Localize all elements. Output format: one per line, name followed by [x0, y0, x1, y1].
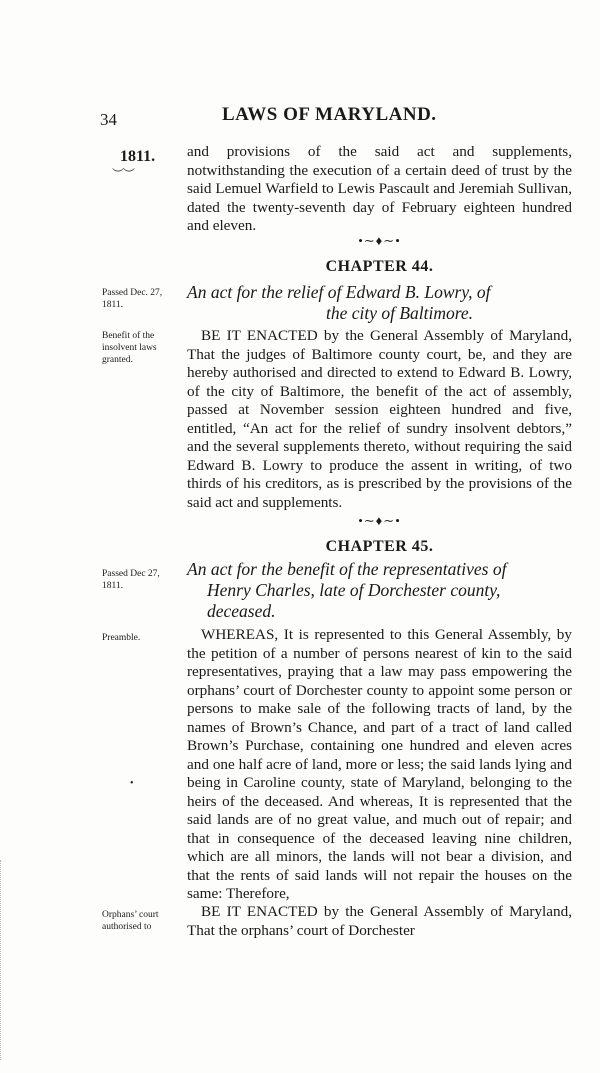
- chapter-45-title-line-1: An act for the benefit of the representatives of: [187, 559, 507, 579]
- chapter-45-passed-note: [102, 568, 182, 592]
- chapter-44-title-line-1: An act for the relief of Edward B. Lowry, of: [187, 282, 491, 302]
- chapter-45-title-line-2: Henry Charles, late of Dorchester county,: [207, 580, 501, 600]
- chapter-44-body: [187, 327, 572, 512]
- chapter-45-enactment: [187, 903, 572, 940]
- opening-text: and provisions of the said act and supplements, notwithstanding the execution of a certain deed of trust by the said Lemuel Warfield to Lewis Pascault and Jeremiah Sullivan, dated the twenty-seventh day of February eighteen hundred and eleven.: [187, 143, 572, 234]
- chapter-45-orphans-note: [102, 909, 182, 933]
- chapter-45-preamble-text: WHEREAS, It is represented to this General Assembly, by the petition of a number of persons nearest of kin to the said representatives, praying that a law may pass empowering the orphans’ court of Dorchester county to appoint some person or persons to make sale of the following tracts of land, by the names of Brown’s Chance, and part of a tract of land called Brown’s Purchase, containing one hundred and eleven acres and one half acre of land, more or less; the said lands lying and being in Caroline county, state of Maryland, belonging to the heirs of the deceased. And whereas, It is represented that the said lands are of no great value, and much out of repair; and that in consequence of the deceased leaving nine children, which are all minors, the lands will not bear a division, and that the rents of said lands will not repair the houses on the same: Therefore,: [187, 626, 572, 902]
- chapter-45-title-line-3: deceased.: [207, 601, 276, 621]
- section-ornament: •∼♦∼•: [358, 233, 401, 248]
- margin-note-line: Orphans’ court: [102, 910, 159, 920]
- chapter-44-title-line-2: the city of Baltimore.: [325, 303, 474, 323]
- passed-date: Passed Dec. 27,: [102, 288, 163, 298]
- stray-mark: •: [130, 778, 134, 789]
- running-title: LAWS OF MARYLAND.: [222, 104, 437, 125]
- year-brace: ︶︶: [112, 167, 135, 181]
- chapter-44-heading: CHAPTER 44.: [325, 258, 434, 275]
- chapter-44-text: BE IT ENACTED by the General Assembly of Maryland, That the judges of Baltimore county court, be, and they are hereby authorised and directed to extend to Edward B. Lowry, of the city of Baltimore, the benefit of the act of assembly, passed at November session eighteen hundred and five, entitled, “An act for the relief of sundry insolvent debtors,” and the several supplements thereto, without requiring the said Edward B. Lowry to produce the assent in writing, of two thirds of his creditors, as is prescribed by the provisions of the said act and supplements.: [187, 327, 572, 511]
- chapter-44-passed-note: [102, 287, 182, 311]
- preamble-label: Preamble.: [102, 633, 141, 643]
- page-edge-mark: [0, 860, 7, 1060]
- margin-note-line: Benefit of the: [102, 331, 155, 341]
- chapter-45-enact-text: BE IT ENACTED by the General Assembly of Maryland, That the orphans’ court of Dorchester: [187, 903, 572, 939]
- chapter-44-title: [187, 282, 572, 324]
- passed-date: Passed Dec 27,: [102, 569, 160, 579]
- chapter-44-margin-note: [102, 330, 182, 366]
- year-marginal-note: 1811.: [120, 148, 156, 165]
- passed-year: 1811.: [102, 300, 124, 310]
- chapter-45-heading: CHAPTER 45.: [325, 538, 434, 555]
- margin-note-line: granted.: [102, 355, 133, 365]
- chapter-45-title: [187, 559, 572, 622]
- margin-note-line: authorised to: [102, 922, 152, 932]
- chapter-45-preamble-note: [102, 632, 182, 644]
- section-ornament: •∼♦∼•: [358, 513, 401, 528]
- opening-paragraph: [187, 143, 572, 236]
- passed-year: 1811.: [102, 581, 124, 591]
- chapter-45-preamble: [187, 626, 572, 904]
- page-number: 34: [100, 110, 117, 129]
- margin-note-line: insolvent laws: [102, 343, 157, 353]
